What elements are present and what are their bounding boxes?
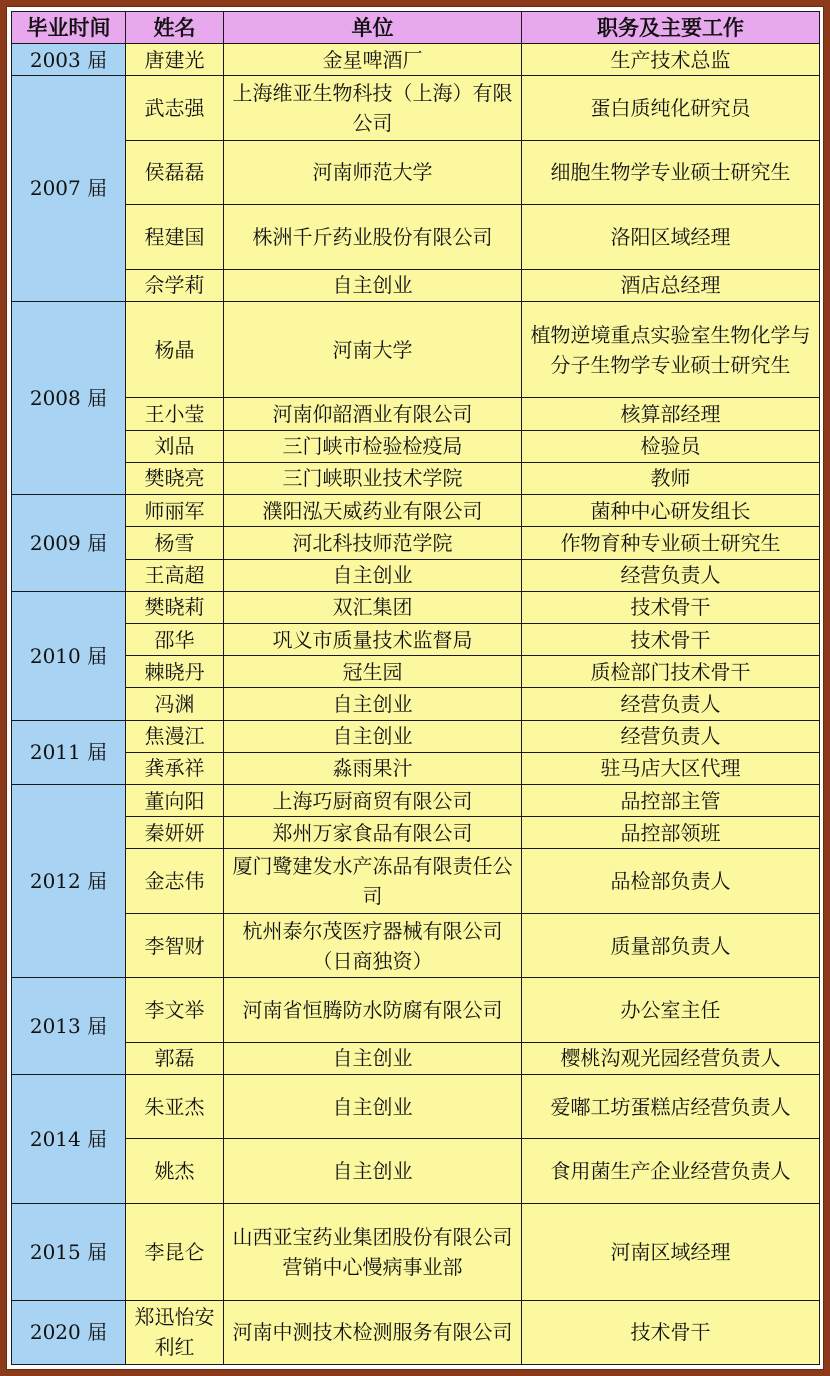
table-row [12, 1300, 820, 1364]
year-cell: 2013 届 [12, 978, 126, 1075]
year-cell: 2003 届 [12, 44, 126, 76]
name-cell: 郑迅怡安利红 [126, 1300, 224, 1364]
table-row [12, 752, 820, 784]
table-row [12, 849, 820, 913]
table-row [12, 430, 820, 462]
header-row [12, 12, 820, 44]
table-row [12, 785, 820, 817]
year-cell: 2008 届 [12, 301, 126, 494]
position-cell: 驻马店大区代理 [522, 752, 820, 784]
position-cell: 技术骨干 [522, 623, 820, 655]
year-cell: 2014 届 [12, 1075, 126, 1204]
name-cell: 程建国 [126, 205, 224, 269]
name-cell: 冯渊 [126, 688, 224, 720]
name-cell: 杨雪 [126, 527, 224, 559]
table-row [12, 495, 820, 527]
employer-cell: 山西亚宝药业集团股份有限公司营销中心慢病事业部 [224, 1203, 522, 1300]
employer-cell: 自主创业 [224, 720, 522, 752]
employer-cell: 自主创业 [224, 269, 522, 301]
employer-cell: 上海巧厨商贸有限公司 [224, 785, 522, 817]
employer-cell: 双汇集团 [224, 591, 522, 623]
name-cell: 武志强 [126, 76, 224, 140]
position-cell: 爱嘟工坊蛋糕店经营负责人 [522, 1075, 820, 1139]
name-cell: 秦妍妍 [126, 817, 224, 849]
position-cell: 洛阳区域经理 [522, 205, 820, 269]
employer-cell: 河南师范大学 [224, 140, 522, 204]
table-row [12, 559, 820, 591]
table-row [12, 44, 820, 76]
header-position: 职务及主要工作 [522, 12, 820, 44]
table-row [12, 76, 820, 140]
table-row [12, 623, 820, 655]
name-cell: 龚承祥 [126, 752, 224, 784]
name-cell: 李智财 [126, 913, 224, 977]
position-cell: 经营负责人 [522, 720, 820, 752]
table-row [12, 398, 820, 430]
employer-cell: 濮阳泓天威药业有限公司 [224, 495, 522, 527]
year-cell: 2020 届 [12, 1300, 126, 1364]
employer-cell: 冠生园 [224, 656, 522, 688]
employer-cell: 厦门鹭建发水产冻品有限责任公司 [224, 849, 522, 913]
position-cell: 河南区域经理 [522, 1203, 820, 1300]
employer-cell: 河南省恒腾防水防腐有限公司 [224, 978, 522, 1042]
name-cell: 杨晶 [126, 301, 224, 398]
employer-cell: 株洲千斤药业股份有限公司 [224, 205, 522, 269]
header-graduation-year: 毕业时间 [12, 12, 126, 44]
position-cell: 品检部负责人 [522, 849, 820, 913]
name-cell: 郭磊 [126, 1042, 224, 1074]
table-row [12, 591, 820, 623]
employer-cell: 淼雨果汁 [224, 752, 522, 784]
table-row [12, 1203, 820, 1300]
header-employer: 单位 [224, 12, 522, 44]
position-cell: 蛋白质纯化研究员 [522, 76, 820, 140]
name-cell: 朱亚杰 [126, 1075, 224, 1139]
employer-cell: 自主创业 [224, 688, 522, 720]
position-cell: 技术骨干 [522, 591, 820, 623]
position-cell: 质量部负责人 [522, 913, 820, 977]
table-frame [6, 6, 824, 1370]
employer-cell: 杭州泰尔茂医疗器械有限公司（日商独资） [224, 913, 522, 977]
year-cell: 2007 届 [12, 76, 126, 302]
name-cell: 师丽军 [126, 495, 224, 527]
year-cell: 2012 届 [12, 785, 126, 978]
name-cell: 王高超 [126, 559, 224, 591]
name-cell: 焦漫江 [126, 720, 224, 752]
position-cell: 植物逆境重点实验室生物化学与分子生物学专业硕士研究生 [522, 301, 820, 398]
table-row [12, 913, 820, 977]
table-row [12, 1075, 820, 1139]
name-cell: 董向阳 [126, 785, 224, 817]
name-cell: 樊晓亮 [126, 462, 224, 494]
position-cell: 酒店总经理 [522, 269, 820, 301]
name-cell: 李文举 [126, 978, 224, 1042]
position-cell: 办公室主任 [522, 978, 820, 1042]
employer-cell: 上海维亚生物科技（上海）有限公司 [224, 76, 522, 140]
name-cell: 唐建光 [126, 44, 224, 76]
employer-cell: 自主创业 [224, 559, 522, 591]
table-row [12, 462, 820, 494]
employer-cell: 自主创业 [224, 1075, 522, 1139]
table-row [12, 140, 820, 204]
employer-cell: 三门峡市检验检疫局 [224, 430, 522, 462]
alumni-table [11, 11, 820, 1365]
table-row [12, 1042, 820, 1074]
employer-cell: 郑州万家食品有限公司 [224, 817, 522, 849]
table-row [12, 817, 820, 849]
table-row [12, 1139, 820, 1203]
year-cell: 2011 届 [12, 720, 126, 784]
position-cell: 核算部经理 [522, 398, 820, 430]
employer-cell: 三门峡职业技术学院 [224, 462, 522, 494]
employer-cell: 河南大学 [224, 301, 522, 398]
table-row [12, 527, 820, 559]
position-cell: 检验员 [522, 430, 820, 462]
table-row [12, 656, 820, 688]
position-cell: 樱桃沟观光园经营负责人 [522, 1042, 820, 1074]
employer-cell: 河南仰韶酒业有限公司 [224, 398, 522, 430]
name-cell: 姚杰 [126, 1139, 224, 1203]
employer-cell: 巩义市质量技术监督局 [224, 623, 522, 655]
table-row [12, 978, 820, 1042]
name-cell: 刘品 [126, 430, 224, 462]
position-cell: 经营负责人 [522, 559, 820, 591]
name-cell: 金志伟 [126, 849, 224, 913]
table-row [12, 720, 820, 752]
name-cell: 棘晓丹 [126, 656, 224, 688]
header-name: 姓名 [126, 12, 224, 44]
position-cell: 生产技术总监 [522, 44, 820, 76]
employer-cell: 河南中测技术检测服务有限公司 [224, 1300, 522, 1364]
name-cell: 邵华 [126, 623, 224, 655]
year-cell: 2009 届 [12, 495, 126, 592]
employer-cell: 金星啤酒厂 [224, 44, 522, 76]
employer-cell: 河北科技师范学院 [224, 527, 522, 559]
position-cell: 技术骨干 [522, 1300, 820, 1364]
position-cell: 教师 [522, 462, 820, 494]
table-row [12, 301, 820, 398]
table-row [12, 205, 820, 269]
position-cell: 品控部领班 [522, 817, 820, 849]
name-cell: 樊晓莉 [126, 591, 224, 623]
position-cell: 品控部主管 [522, 785, 820, 817]
position-cell: 食用菌生产企业经营负责人 [522, 1139, 820, 1203]
position-cell: 细胞生物学专业硕士研究生 [522, 140, 820, 204]
position-cell: 作物育种专业硕士研究生 [522, 527, 820, 559]
table-row [12, 269, 820, 301]
name-cell: 王小莹 [126, 398, 224, 430]
year-cell: 2015 届 [12, 1203, 126, 1300]
year-cell: 2010 届 [12, 591, 126, 720]
name-cell: 侯磊磊 [126, 140, 224, 204]
name-cell: 佘学莉 [126, 269, 224, 301]
position-cell: 经营负责人 [522, 688, 820, 720]
employer-cell: 自主创业 [224, 1042, 522, 1074]
position-cell: 菌种中心研发组长 [522, 495, 820, 527]
employer-cell: 自主创业 [224, 1139, 522, 1203]
table-row [12, 688, 820, 720]
position-cell: 质检部门技术骨干 [522, 656, 820, 688]
name-cell: 李昆仑 [126, 1203, 224, 1300]
